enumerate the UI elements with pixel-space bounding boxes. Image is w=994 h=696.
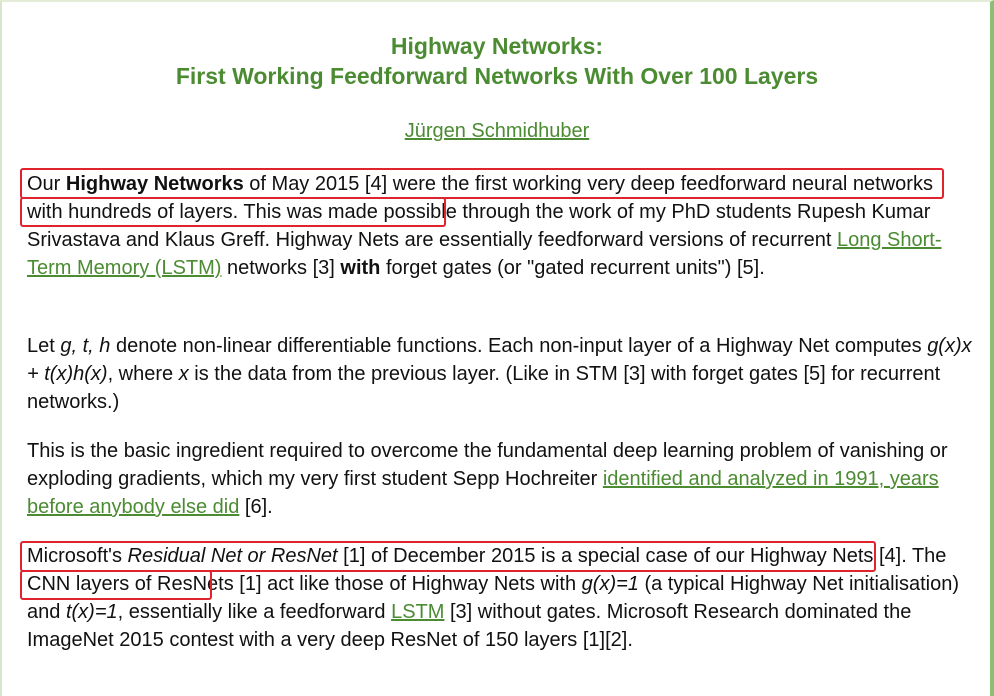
page-title-line-1: Highway Networks: [390,33,604,59]
p2-text-4: is the data from the previous layer. (Like in STM [3] with forget gates [5] for recurrent networks.) [27,363,941,413]
p2-italic-x: x [178,363,189,385]
paragraph-vanishing-gradients [27,437,972,521]
p1-bold-with: with [340,257,381,279]
p2-italic-functions: g, t, h [60,335,111,357]
p2-text-1: Let [27,335,61,357]
p3-text-1: This is the basic ingredient required to overcome the fundamental deep learning problem of vanishing or exploding gradients, which my very first student Sepp Hochreiter [27,440,948,490]
p2-text-2: denote non-linear differentiable functions. Each non-input layer of a Highway Net computes [110,335,928,357]
lstm-link[interactable]: Long Short-Term Memory (LSTM) [27,229,942,279]
p2-text-3: , where [107,363,179,385]
paragraph-highway-definition [27,332,972,416]
p2-italic-formula: g(x)x + t(x)h(x) [27,335,972,385]
hochreiter-1991-link[interactable]: identified and analyzed in 1991, years before anybody else did [27,468,939,518]
p4-text-3: (a typical Highway Net initialisation) and [27,573,960,623]
p4-italic-resnet: Residual Net or ResNet [127,545,338,567]
p3-text-2: [6]. [239,496,273,518]
p4-italic-g1: g(x)=1 [581,573,639,595]
paragraph-highway-intro [27,170,972,282]
lstm-link-2[interactable]: LSTM [391,601,445,623]
page-title-line-2: First Working Feedforward Networks With Over 100 Layers [175,63,819,89]
p4-italic-t1: t(x)=1 [65,601,118,623]
p4-text-2: [1] of December 2015 is a special case of our Highway Nets [4]. The CNN layers of ResNets [1] act like those of Highway Nets with [27,545,947,595]
p1-text-2: of May 2015 [4] were the first working very deep feedforward neural networks with hundreds of layers. This was made possible through the work of my PhD students Rupesh Kumar Srivastava and Klaus Greff. Highway Nets are essentially feedforward versions of recurrent [27,173,933,251]
paragraph-resnet [27,542,972,654]
p1-text-4: forget gates (or "gated recurrent units") [5]. [380,257,765,279]
p1-text-3: networks [3] [221,257,341,279]
p4-text-4: , essentially like a feedforward [117,601,392,623]
p4-text-1: Microsoft's [27,545,128,567]
author-link[interactable]: Jürgen Schmidhuber [404,120,590,142]
p4-text-5: [3] without gates. Microsoft Research dominated the ImageNet 2015 contest with a very deep ResNet of 150 layers [1][2]. [27,601,912,651]
p1-bold-highway: Highway Networks [65,173,244,195]
p1-text-1: Our [27,173,66,195]
